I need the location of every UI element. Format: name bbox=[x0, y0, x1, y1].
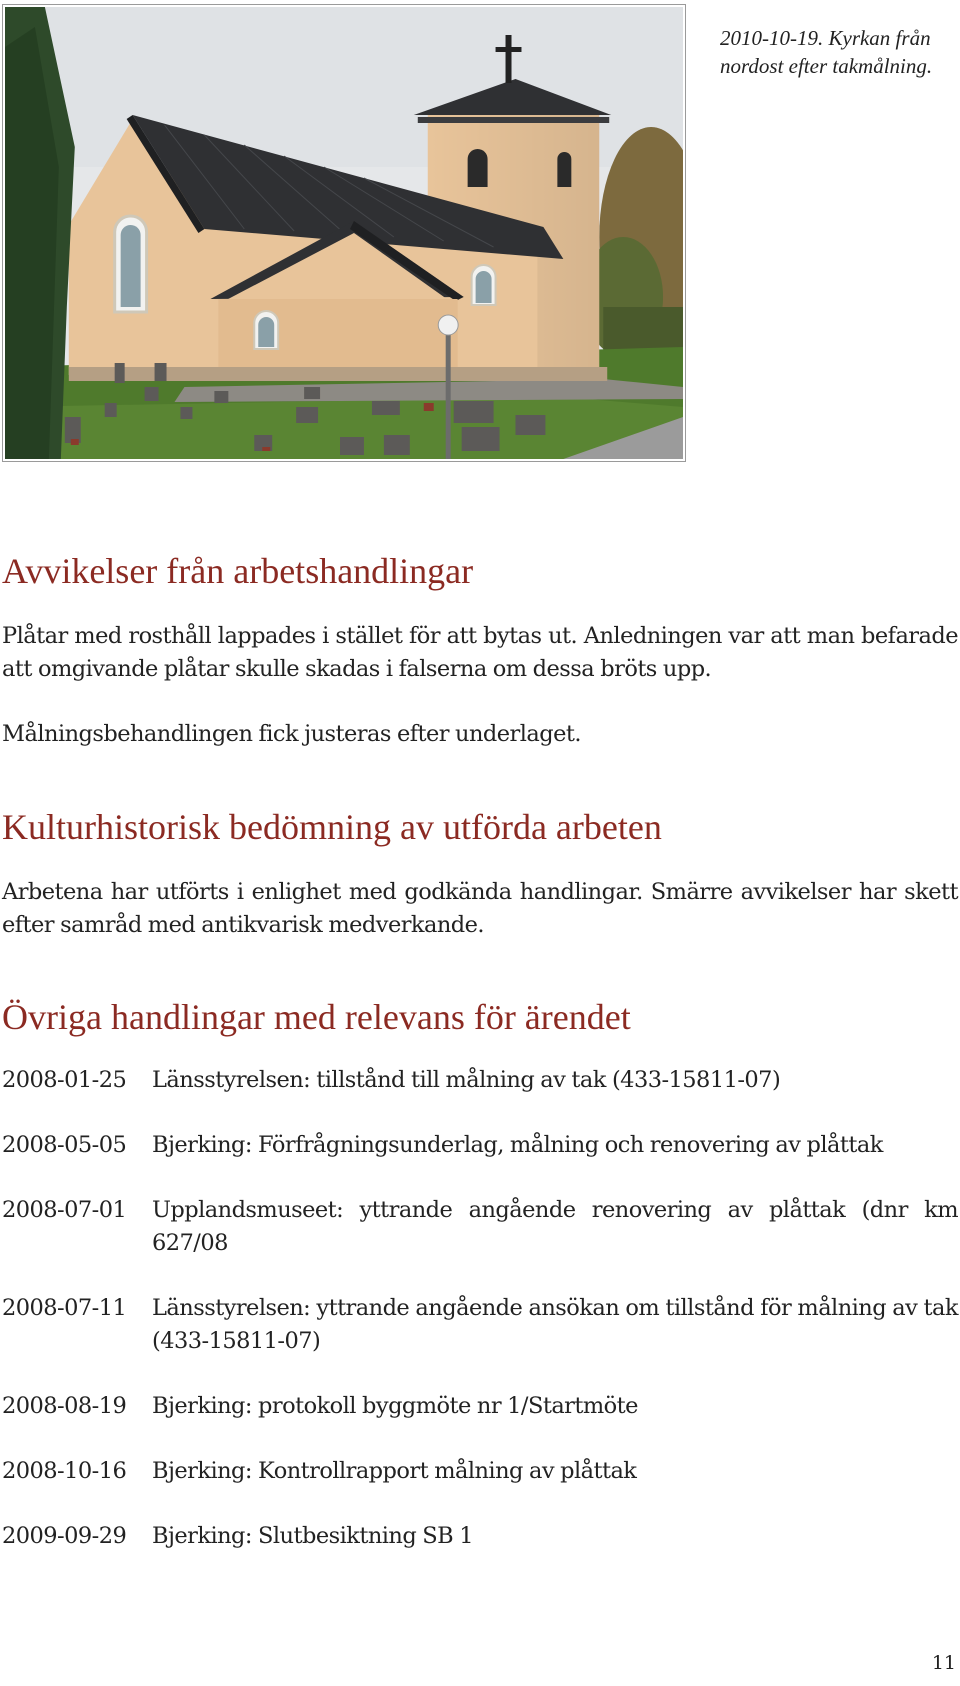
church-photo bbox=[2, 4, 686, 462]
photo-caption: 2010-10-19. Kyrkan från nordost efter takmålning. bbox=[720, 26, 933, 78]
document-description: Länsstyrelsen: yttrande angående ansökan om tillstånd för målning av tak (433-15811-07) bbox=[152, 1295, 958, 1354]
document-item bbox=[2, 1455, 958, 1488]
paragraph-assessment: Arbetena har utförts i enlighet med godkända handlingar. Smärre avvikelser har skett efter samråd med antikvarisk medverkande. bbox=[2, 879, 958, 938]
section-heading-deviations: Avvikelser från arbetshandlingar bbox=[2, 551, 474, 591]
document-list bbox=[2, 1064, 958, 1585]
document-item bbox=[2, 1194, 958, 1260]
document-date: 2008-07-11 bbox=[2, 1295, 127, 1321]
document-item bbox=[2, 1129, 958, 1162]
document-item bbox=[2, 1390, 958, 1423]
document-date: 2008-07-01 bbox=[2, 1197, 127, 1223]
document-description: Bjerking: protokoll byggmöte nr 1/Startmöte bbox=[152, 1393, 638, 1419]
document-description: Bjerking: Slutbesiktning SB 1 bbox=[152, 1523, 474, 1549]
paragraph-deviations-plates: Plåtar med rosthåll lappades i stället för att bytas ut. Anledningen var att man befarade att omgivande plåtar skulle skadas i falserna om dessa bröts upp. bbox=[2, 623, 958, 682]
document-date: 2008-05-05 bbox=[2, 1132, 127, 1158]
paragraph-deviations-painting: Målningsbehandlingen fick justeras efter underlaget. bbox=[2, 721, 581, 747]
document-description: Länsstyrelsen: tillstånd till målning av tak (433-15811-07) bbox=[152, 1067, 781, 1093]
document-description: Upplandsmuseet: yttrande angående renovering av plåttak (dnr km 627/08 bbox=[152, 1197, 958, 1256]
document-date: 2009-09-29 bbox=[2, 1523, 127, 1549]
document-description: Bjerking: Förfrågningsunderlag, målning och renovering av plåttak bbox=[152, 1132, 883, 1158]
document-date: 2008-08-19 bbox=[2, 1393, 127, 1419]
section-heading-other-documents: Övriga handlingar med relevans för ärendet bbox=[2, 997, 631, 1037]
document-item bbox=[2, 1292, 958, 1358]
document-item bbox=[2, 1064, 958, 1097]
church-illustration bbox=[5, 7, 683, 459]
document-date: 2008-01-25 bbox=[2, 1067, 127, 1093]
section-heading-assessment: Kulturhistorisk bedömning av utförda arbeten bbox=[2, 807, 662, 847]
document-item bbox=[2, 1520, 958, 1553]
document-description: Bjerking: Kontrollrapport målning av plåttak bbox=[152, 1458, 637, 1484]
document-date: 2008-10-16 bbox=[2, 1458, 127, 1484]
page-number: 11 bbox=[931, 1652, 956, 1674]
